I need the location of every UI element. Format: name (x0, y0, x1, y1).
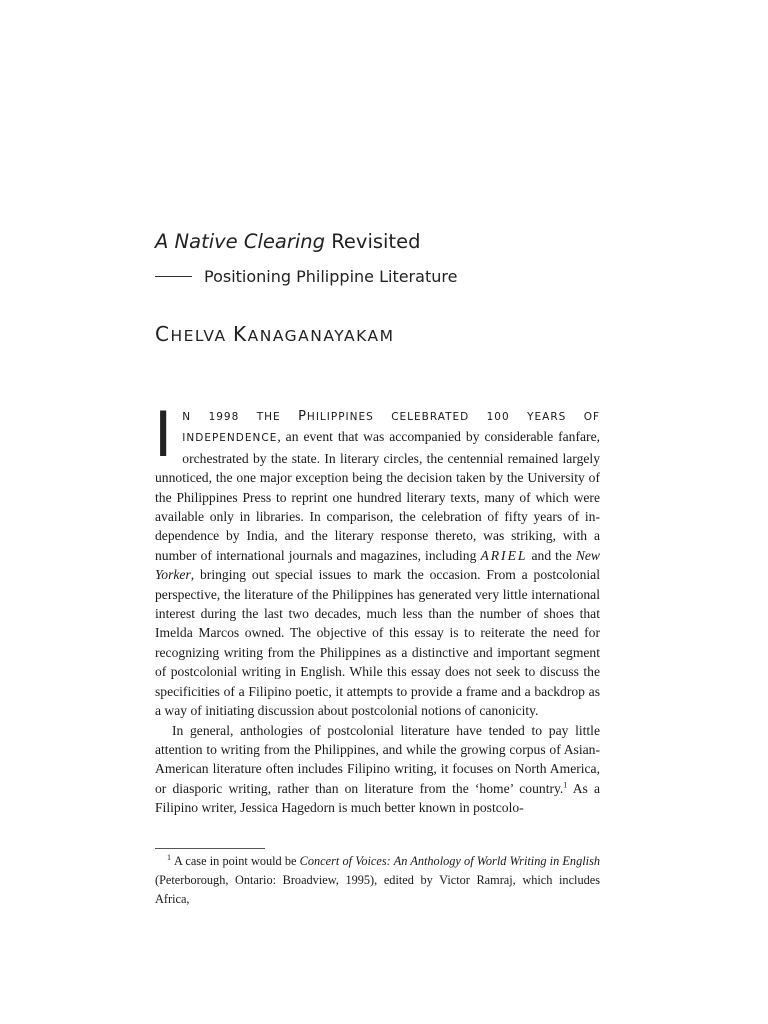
article-body (154, 398, 601, 818)
subtitle-text: Positioning Philippine Literature (204, 267, 458, 286)
footnote-text-a: A case in point would be (174, 854, 300, 868)
footnote-book-title: Concert of Voices: An Anthology of World Writing in English (299, 854, 600, 868)
author-initial-1: C (155, 322, 171, 346)
paragraph-1 (154, 398, 600, 721)
subtitle-dash (155, 276, 192, 277)
drop-cap: I (154, 398, 173, 471)
author-rest-2: ANAGANAYAKAM (247, 327, 395, 345)
paragraph-2 (155, 721, 600, 818)
new-yorker-title: New Yorker (155, 547, 600, 583)
title-rest: Revisited (325, 230, 421, 253)
paragraph-2-text-a: In general, anthologies of postcolonial literature have tended to pay little attention to writing from the Philippines, and while the growing corpus of Asian-American literature often includes Filipino writing, it focuses on North America, or diasporic writing, rather than on literature from the ‘home’ country. (155, 722, 600, 796)
author-name (155, 322, 395, 346)
article-title (155, 230, 420, 253)
paragraph-1-text-a: , an event that was accompanied by considerable fanfare, orchestrated by the state. In literary circles, the centennial remained largely unnoticed, the one major exception being the decision taken by the University of the Philippines Press to reprint one hundred literary texts, many of which were available only in libraries. In comparison, the celebration of fifty years of independence by India, and the literary response thereto, was striking, with a number of international journals and magazines, including (155, 429, 600, 563)
author-rest-1: HELVA (170, 327, 233, 345)
footnote-1 (155, 852, 600, 909)
title-italic: A Native Clearing (155, 230, 326, 253)
lead-in-cap: P (298, 409, 307, 424)
paragraph-1-text-c: , bringing out special issues to mark the occasion. From a postcolonial perspective, the literature of the Philippines has generated very little international interest during the last two decades, much less than the number of shoes that Imelda Marcos owned. The objective of this essay is to reiterate the need for recognizing writing from the Philippines as a distinctive and important segment of postcolonial writing in English. While this essay does not seek to discuss the specificities of a Filipino poetic, it attempts to provide a frame and a backdrop as a way of initiating discussion about postcolonial notions of canonicity. (155, 567, 600, 719)
article-subtitle (155, 267, 457, 286)
footnote-ref-1[interactable]: 1 (563, 780, 568, 790)
footnote-number: 1 (167, 852, 171, 862)
lead-in-part-2: HILIPPINES CELEBRATED 100 YEARS OF INDEPENDENCE (182, 411, 600, 445)
footnote-text-b: (Peterborough, Ontario: Broadview, 1995), edited by Victor Ramraj, which includes Africa, (155, 873, 600, 906)
lead-in-part-1: N 1998 THE (182, 411, 299, 423)
footnote-rule (155, 848, 265, 849)
paragraph-2-text-b: As a Filipino writer, Jessica Hagedorn is much better known in postcolo- (155, 780, 601, 816)
paragraph-1-text-b: and the (527, 547, 576, 563)
author-initial-2: K (233, 322, 248, 346)
ariel-title: ARIEL (480, 547, 528, 563)
